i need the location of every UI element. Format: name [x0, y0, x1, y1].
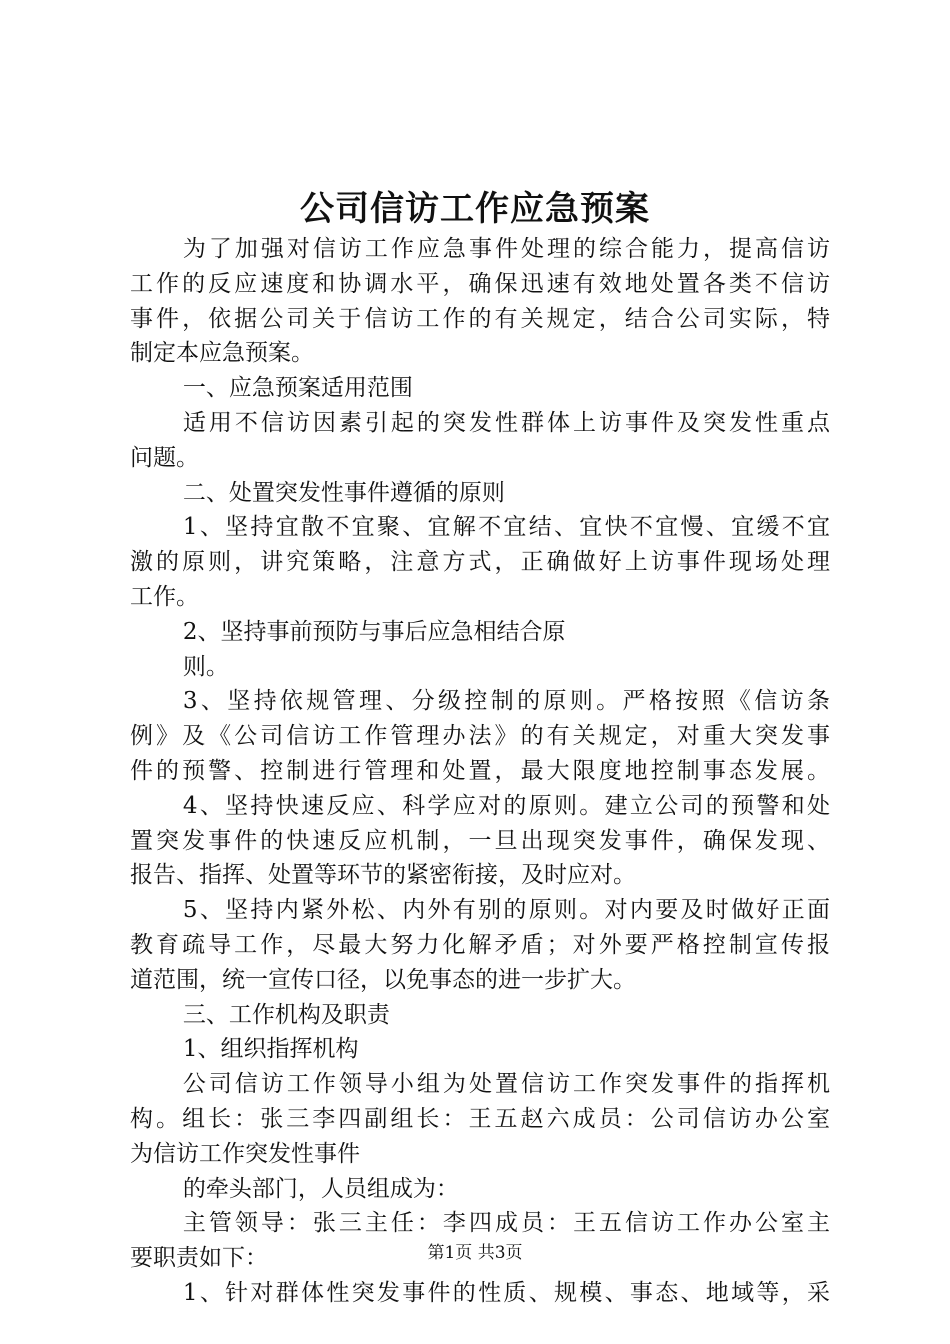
- document-title: 公司信访工作应急预案: [300, 189, 650, 229]
- body-line: 教育疏导工作，尽最大努力化解矛盾；对外要严格控制宣传报: [130, 931, 830, 958]
- body-line: 例》及《公司信访工作管理办法》的有关规定，对重大突发事: [130, 723, 830, 750]
- body-line: 则。: [182, 653, 229, 680]
- body-line: 件的预警、控制进行管理和处置，最大限度地控制事态发展。: [130, 757, 830, 784]
- body-line: 事件，依据公司关于信访工作的有关规定，结合公司实际，特: [130, 305, 830, 332]
- body-line: 1、组织指挥机构: [182, 1036, 359, 1063]
- body-line: 三、工作机构及职责: [182, 1001, 390, 1028]
- body-line: 置突发事件的快速反应机制，一旦出现突发事件，确保发现、: [130, 827, 830, 854]
- body-line: 1、坚持宜散不宜聚、宜解不宜结、宜快不宜慢、宜缓不宜: [182, 514, 830, 541]
- body-line: 构。组长：张三李四副组长：王五赵六成员：公司信访办公室: [130, 1105, 830, 1132]
- body-line: 二、处置突发性事件遵循的原则: [182, 479, 505, 506]
- body-line: 公司信访工作领导小组为处置信访工作突发事件的指挥机: [182, 1071, 830, 1098]
- body-line: 2、坚持事前预防与事后应急相结合原: [182, 618, 566, 645]
- body-line: 3、坚持依规管理、分级控制的原则。严格按照《信访条: [182, 688, 830, 715]
- body-line: 道范围，统一宣传口径，以免事态的进一步扩大。: [130, 966, 636, 993]
- body-line: 的牵头部门，人员组成为：: [182, 1175, 459, 1202]
- body-line: 激的原则，讲究策略，注意方式，正确做好上访事件现场处理: [130, 549, 830, 576]
- document-body: [130, 232, 830, 1311]
- body-line: 问题。: [130, 444, 199, 471]
- body-line: 1、针对群体性突发事件的性质、规模、事态、地域等，采: [182, 1279, 830, 1306]
- body-line: 主管领导：张三主任：李四成员：王五信访工作办公室主: [182, 1210, 830, 1237]
- body-line: 5、坚持内紧外松、内外有别的原则。对内要及时做好正面: [182, 897, 830, 924]
- body-line: 适用不信访因素引起的突发性群体上访事件及突发性重点: [182, 409, 830, 436]
- body-line: 要职责如下：: [130, 1245, 268, 1272]
- body-line: 4、坚持快速反应、科学应对的原则。建立公司的预警和处: [182, 792, 830, 819]
- page-number-footer: 第1页 共3页: [427, 1243, 523, 1263]
- body-line: 报告、指挥、处置等环节的紧密衔接，及时应对。: [130, 862, 636, 889]
- body-line: 为信访工作突发性事件: [130, 1140, 360, 1167]
- body-line: 制定本应急预案。: [130, 340, 314, 367]
- body-line: 为了加强对信访工作应急事件处理的综合能力，提高信访: [182, 236, 830, 262]
- body-line: 工作。: [130, 583, 199, 610]
- body-line: 一、应急预案适用范围: [182, 375, 413, 402]
- body-line: 工作的反应速度和协调水平，确保迅速有效地处置各类不信访: [130, 270, 830, 297]
